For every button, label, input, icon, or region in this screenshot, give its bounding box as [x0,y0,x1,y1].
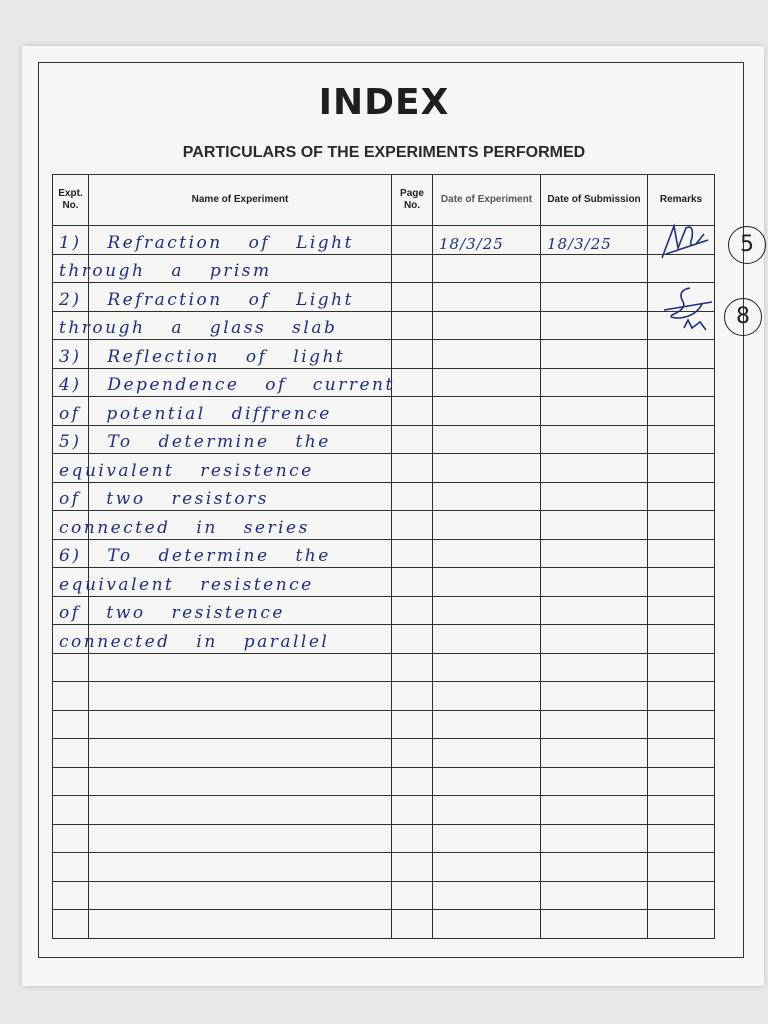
cell-name [59,397,392,426]
cell-page [392,881,433,910]
table-header-row [53,175,715,226]
cell-date-exp [433,796,541,825]
cell-remarks [648,796,715,825]
cell-date-exp [433,682,541,711]
cell-page [392,739,433,768]
table-row [53,824,715,853]
cell-remarks [648,625,715,654]
header-expt-no: Expt. No. [53,175,89,226]
cell-date-exp [433,368,541,397]
cell-date-sub [541,710,648,739]
index-table [52,174,715,939]
cell-date-sub [541,340,648,369]
cell-date-exp [433,397,541,426]
cell-date-exp [433,739,541,768]
cell-date-sub [541,853,648,882]
cell-date-sub [541,511,648,540]
table-row [53,482,715,511]
table-row [53,283,715,312]
header-date-experiment: Date of Experiment [433,175,541,226]
cell-remarks [648,910,715,939]
cell-page [392,824,433,853]
cell-date-sub [541,482,648,511]
cell-page [392,910,433,939]
handwritten-name: 2) Refraction of Light [59,289,354,310]
cell-name [59,454,392,483]
handwritten-name: 6) To determine the [59,546,331,566]
cell-name [59,425,392,454]
cell-remarks [648,682,715,711]
cell-name [59,226,392,255]
cell-name [89,739,392,768]
table-row [53,682,715,711]
cell-page [392,397,433,426]
cell-remarks [648,853,715,882]
cell-expt [53,824,89,853]
cell-remarks [648,397,715,426]
table-row [53,596,715,625]
cell-date-exp [433,311,541,340]
cell-name [89,796,392,825]
cell-name [89,853,392,882]
handwritten-name: connected in series [59,517,310,538]
cell-date-exp [433,254,541,283]
cell-name [59,482,392,511]
cell-date-exp [433,511,541,540]
grade-circle-2: 8 [724,298,762,336]
table-row [53,910,715,939]
handwritten-name: through a glass slab [59,318,338,338]
table-row [53,881,715,910]
handwritten-name: connected in parallel [59,631,330,652]
grade-circle-1: 5 [728,226,766,264]
table-row [53,511,715,540]
table-row [53,796,715,825]
cell-name [89,881,392,910]
cell-name [89,682,392,711]
cell-name [89,824,392,853]
page-subtitle: PARTICULARS OF THE EXPERIMENTS PERFORMED [182,144,586,161]
cell-page [392,625,433,654]
cell-date-exp [433,454,541,483]
cell-expt [53,853,89,882]
handwritten-name: equivalent resistence [59,574,314,595]
signature-mark-1 [656,218,712,264]
cell-date-sub [541,568,648,597]
cell-page [392,511,433,540]
cell-name [59,340,392,369]
cell-remarks [648,710,715,739]
handwritten-name: 1) Refraction of Light [59,232,354,253]
cell-date-sub [541,910,648,939]
table-row [53,767,715,796]
table-row [53,454,715,483]
cell-date-exp [433,653,541,682]
cell-date-exp [433,568,541,597]
table-row [53,853,715,882]
cell-date-sub [541,454,648,483]
cell-date-sub [541,682,648,711]
handwritten-name: through a prism [59,261,272,281]
cell-expt [53,739,89,768]
cell-page [392,539,433,568]
table-row [53,226,715,255]
handwritten-name: 3) Reflection of light [59,346,346,367]
cell-expt [53,910,89,939]
cell-page [392,226,433,255]
handwritten-name: 4) Dependence of current [59,375,395,395]
cell-date-exp [433,853,541,882]
cell-page [392,425,433,454]
cell-remarks [648,596,715,625]
table-row [53,739,715,768]
cell-date-exp [433,226,541,255]
cell-page [392,710,433,739]
table-row [53,568,715,597]
cell-name [89,910,392,939]
cell-name [89,710,392,739]
cell-date-sub [541,767,648,796]
cell-date-exp [433,539,541,568]
cell-date-sub [541,653,648,682]
table-row [53,254,715,283]
cell-expt [53,767,89,796]
cell-date-exp [433,482,541,511]
cell-remarks [648,368,715,397]
cell-page [392,482,433,511]
cell-page [392,653,433,682]
header-date-submission: Date of Submission [541,175,648,226]
cell-expt [53,682,89,711]
cell-remarks [648,739,715,768]
cell-remarks [648,881,715,910]
handwritten-name: equivalent resistence [59,460,314,481]
cell-remarks [648,824,715,853]
cell-page [392,254,433,283]
signature-mark-2 [660,280,720,340]
cell-date-sub [541,625,648,654]
cell-remarks [648,653,715,682]
header-page-no: Page No. [392,175,433,226]
cell-remarks [648,340,715,369]
cell-name [89,767,392,796]
table-row [53,368,715,397]
table-row [53,710,715,739]
cell-date-sub [541,539,648,568]
cell-date-exp [433,767,541,796]
handwritten-name: of two resistors [59,489,269,509]
cell-name [89,653,392,682]
signature-stroke-2 [664,288,712,330]
cell-name [59,568,392,597]
cell-date-exp [433,710,541,739]
cell-name [59,625,392,654]
table-row [53,397,715,426]
cell-page [392,853,433,882]
cell-date-sub [541,311,648,340]
handwritten-name: of potential diffrence [59,403,332,424]
handwritten-name: 5) To determine the [59,432,331,452]
cell-name [59,539,392,568]
table-row [53,340,715,369]
cell-page [392,682,433,711]
cell-expt [53,653,89,682]
cell-date-sub [541,881,648,910]
cell-remarks [648,511,715,540]
cell-name [59,511,392,540]
cell-remarks [648,568,715,597]
cell-date-sub [541,397,648,426]
cell-date-exp [433,824,541,853]
table-row [53,625,715,654]
cell-expt [53,881,89,910]
cell-name [59,311,392,340]
cell-expt [53,796,89,825]
signature-stroke-1 [662,226,708,258]
handwritten-date-sub: 18/3/25 [547,234,612,253]
cell-date-sub [541,824,648,853]
handwritten-name: of two resistence [59,603,285,623]
cell-page [392,596,433,625]
cell-date-sub [541,226,648,255]
cell-page [392,368,433,397]
cell-date-exp [433,283,541,312]
cell-date-exp [433,425,541,454]
cell-name [59,596,392,625]
cell-date-exp [433,625,541,654]
table-row [53,311,715,340]
cell-remarks [648,539,715,568]
cell-page [392,311,433,340]
cell-date-sub [541,425,648,454]
cell-date-sub [541,368,648,397]
cell-page [392,767,433,796]
cell-page [392,283,433,312]
page-title: INDEX [318,82,450,123]
cell-page [392,454,433,483]
cell-remarks [648,454,715,483]
cell-date-sub [541,283,648,312]
cell-name [59,254,392,283]
cell-remarks [648,767,715,796]
cell-page [392,796,433,825]
cell-remarks [648,425,715,454]
cell-remarks [648,482,715,511]
table-row [53,539,715,568]
cell-page [392,340,433,369]
cell-date-exp [433,596,541,625]
table-row [53,425,715,454]
header-name: Name of Experiment [89,175,392,226]
cell-date-sub [541,796,648,825]
cell-expt [53,710,89,739]
cell-date-sub [541,254,648,283]
cell-name [59,368,395,397]
table-row [53,653,715,682]
cell-name [59,283,392,312]
header-remarks: Remarks [648,175,715,226]
handwritten-date-exp: 18/3/25 [439,234,504,253]
cell-date-exp [433,340,541,369]
cell-date-sub [541,596,648,625]
cell-page [392,568,433,597]
cell-date-exp [433,910,541,939]
cell-date-exp [433,881,541,910]
cell-date-sub [541,739,648,768]
